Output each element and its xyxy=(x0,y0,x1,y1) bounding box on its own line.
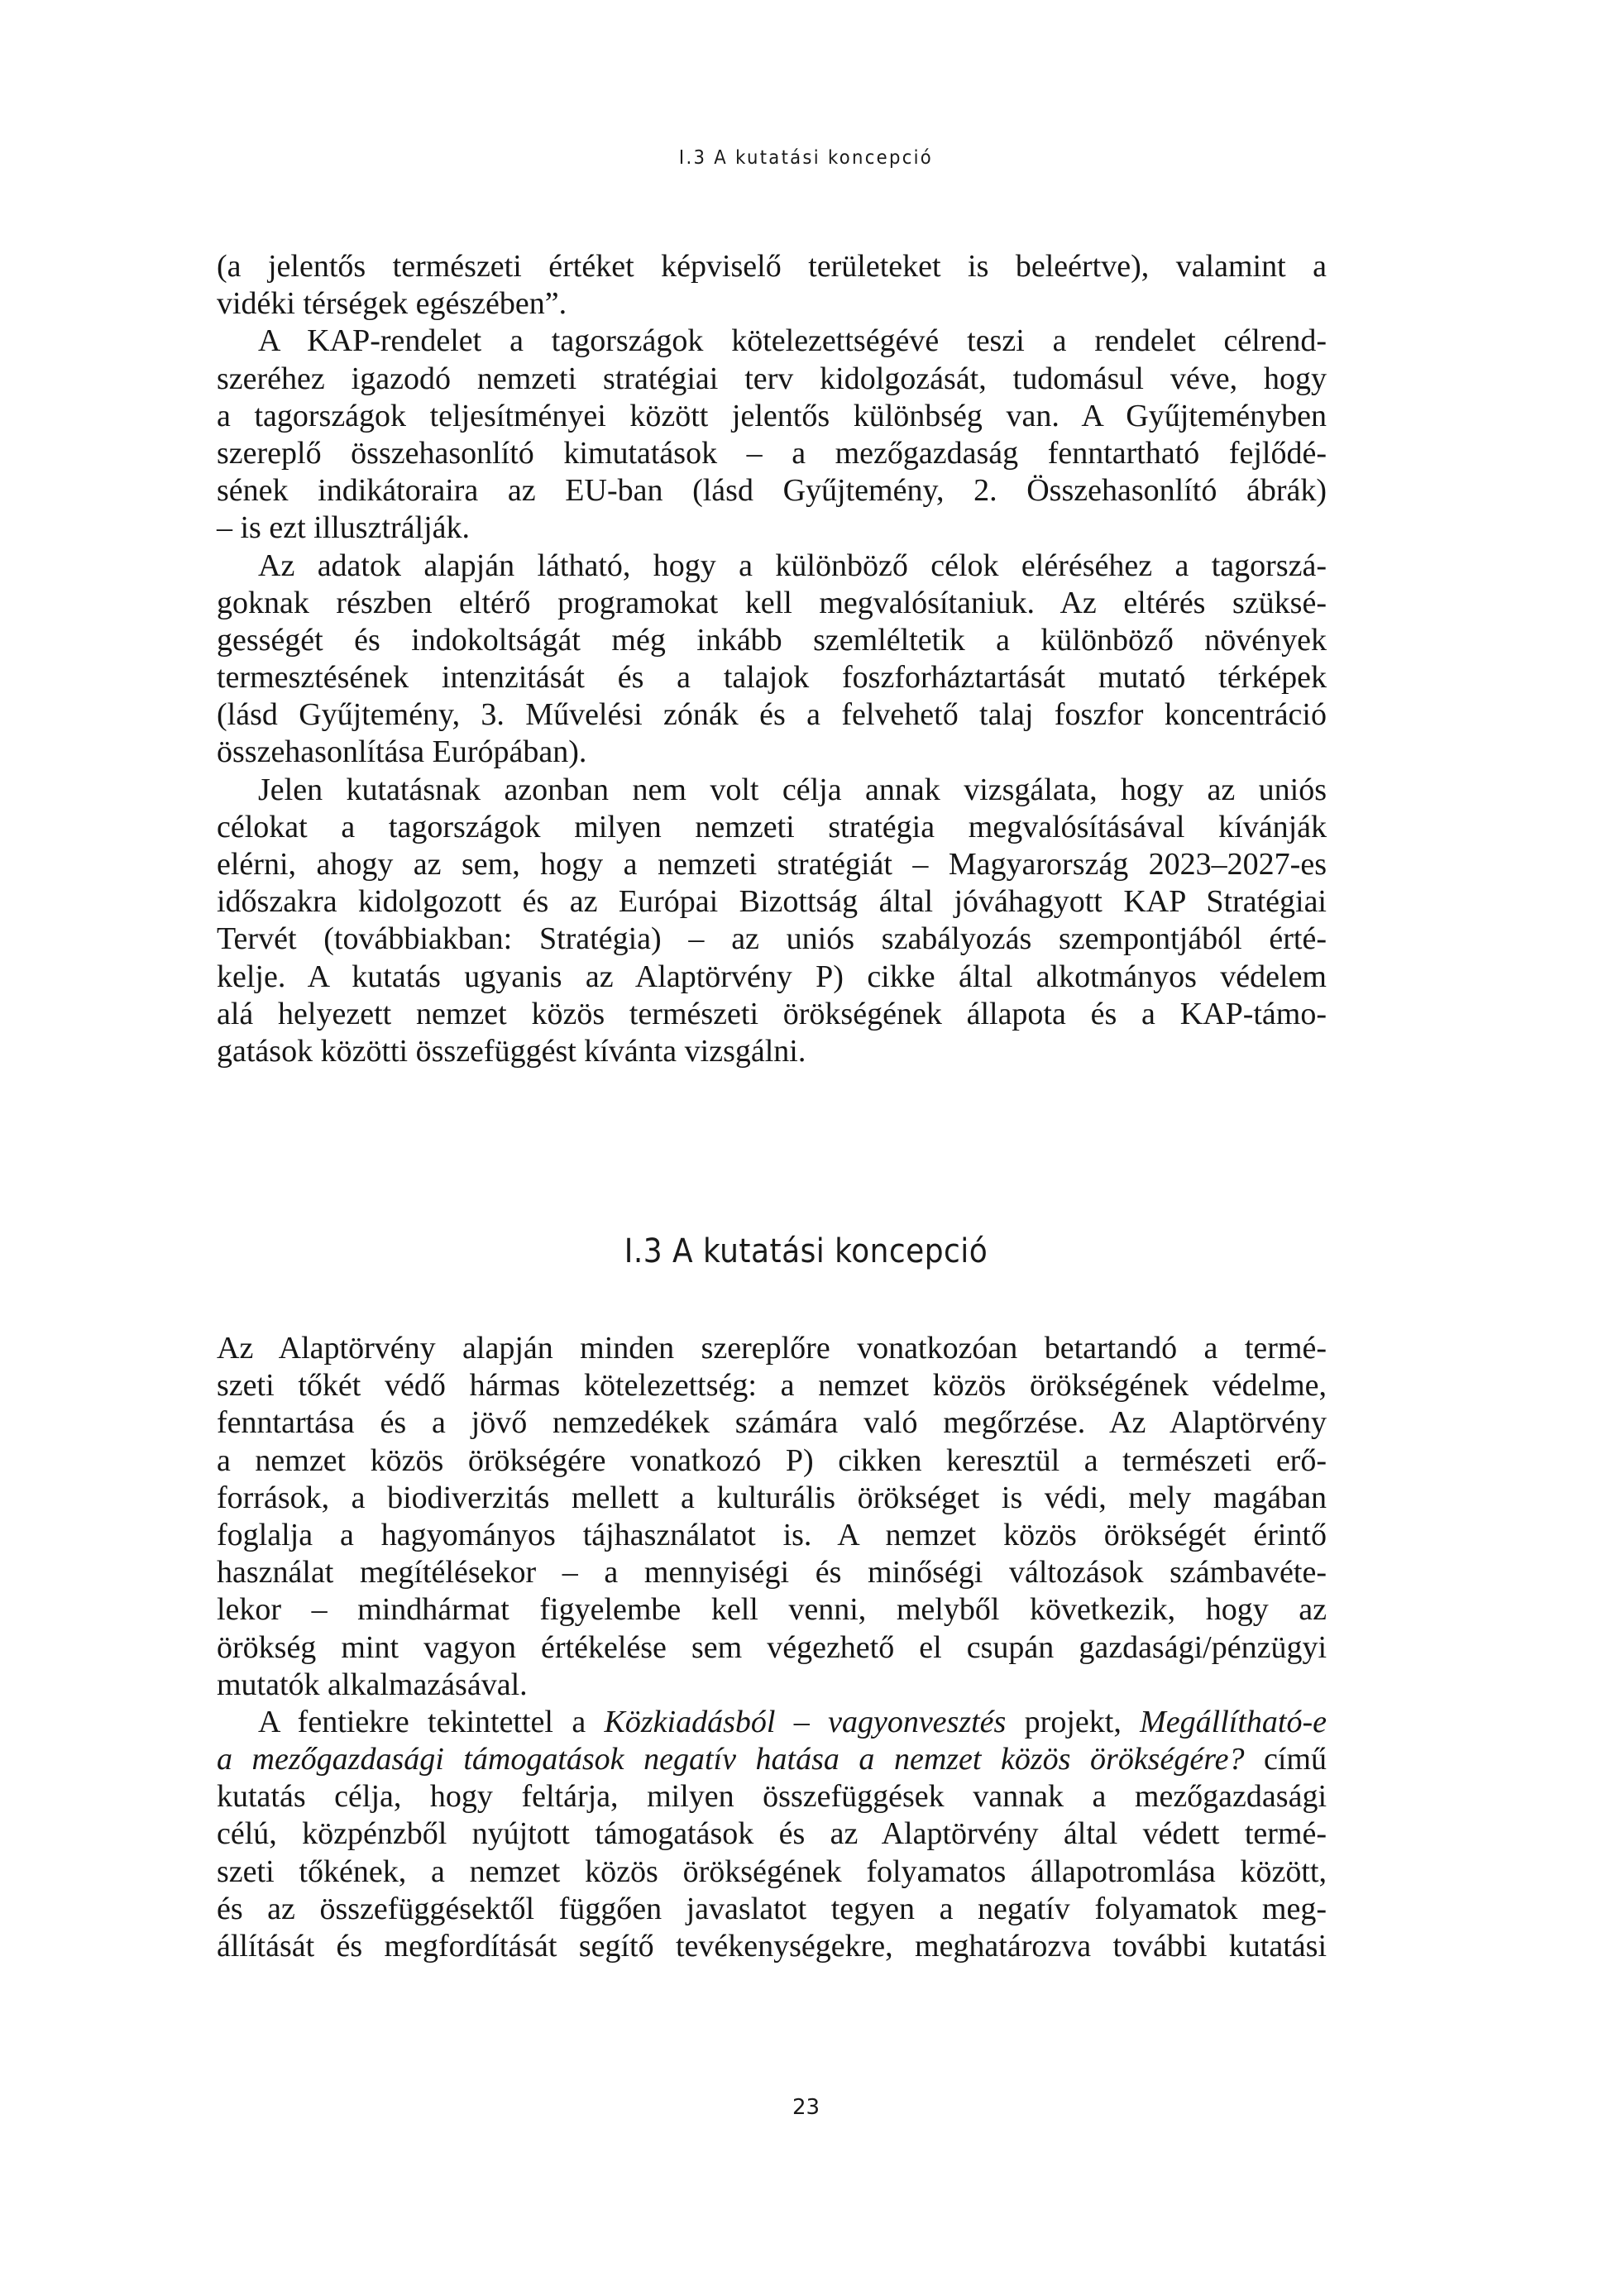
text-line: (a jelentős természeti értéket képviselő területeket is beleértve), valamint a xyxy=(217,249,1327,284)
text-line: időszakra kidolgozott és az Európai Bizottság által jóváhagyott KAP Stratégiai xyxy=(217,884,1327,920)
text-line: elérni, ahogy az sem, hogy a nemzeti stratégiát – Magyarország 2023–2027-es xyxy=(217,847,1327,882)
text-run: A fentiekre tekintettel a xyxy=(258,1704,605,1739)
text-line: vidéki térségek egészében”. xyxy=(217,286,567,322)
text-line xyxy=(217,1704,1327,1741)
text-line: gatások közötti összefüggést kívánta vizsgálni. xyxy=(217,1033,806,1069)
text-line: goknak részben eltérő programokat kell megvalósítaniuk. Az eltérés szüksé- xyxy=(217,585,1327,620)
text-line: – is ezt illusztrálják. xyxy=(217,510,471,546)
text-line: célokat a tagországok milyen nemzeti stratégia megvalósításával kívánják xyxy=(217,809,1327,844)
text-line: gességét és indokoltságát még inkább szemléltetik a különböző növények xyxy=(217,622,1327,658)
research-title-italic: a mezőgazdasági támogatások negatív hatása a nemzet közös örökségére? xyxy=(217,1742,1245,1777)
text-line: lekor – mindhármat figyelembe kell venni, melyből következik, hogy az xyxy=(217,1592,1327,1628)
text-line: állítását és megfordítását segítő tevékenységekre, meghatározva további kutatási xyxy=(217,1929,1327,1964)
text-run: projekt, xyxy=(1006,1704,1141,1739)
body-text-block-1 xyxy=(217,248,1327,1070)
running-header: I.3 A kutatási koncepció xyxy=(678,147,934,169)
text-line: használat megítélésekor – a mennyiségi és minőségi változások számbavéte- xyxy=(217,1555,1327,1590)
text-line xyxy=(217,1741,1327,1778)
text-line: Az adatok alapján látható, hogy a különböző célok eléréséhez a tagorszá- xyxy=(258,548,1327,583)
text-line: A KAP-rendelet a tagországok kötelezettségévé teszi a rendelet célrend- xyxy=(258,323,1327,359)
text-line: szereplő összehasonlító kimutatások – a mezőgazdaság fenntartható fejlődé- xyxy=(217,435,1327,471)
text-line: és az összefüggésektől függően javaslatot tegyen a negatív folyamatok meg- xyxy=(217,1891,1327,1926)
text-line: források, a biodiverzitás mellett a kulturális örökséget is védi, mely magában xyxy=(217,1480,1327,1515)
text-line: fenntartása és a jövő nemzedékek számára való megőrzése. Az Alaptörvény xyxy=(217,1405,1327,1441)
research-title-italic: Megállítható-e xyxy=(1140,1704,1327,1739)
text-line: a nemzet közös örökségére vonatkozó P) cikken keresztül a természeti erő- xyxy=(217,1442,1327,1478)
text-line: összehasonlítása Európában). xyxy=(217,734,587,770)
text-line: a tagországok teljesítményei között jelentős különbség van. A Gyűjteményben xyxy=(217,398,1327,433)
text-line: termesztésének intenzitását és a talajok foszforháztartását mutató térképek xyxy=(217,660,1327,696)
text-line: alá helyezett nemzet közös természeti örökségének állapota és a KAP-támo- xyxy=(217,996,1327,1031)
text-line: sének indikátoraira az EU-ban (lásd Gyűjtemény, 2. Összehasonlító ábrák) xyxy=(217,473,1327,509)
page-number: 23 xyxy=(792,2095,820,2120)
text-line: mutatók alkalmazásával. xyxy=(217,1667,528,1702)
text-line: szeti tőkét védő hármas kötelezettség: a nemzet közös örökségének védelme, xyxy=(217,1368,1327,1404)
text-line: (lásd Gyűjtemény, 3. Művelési zónák és a felvehető talaj foszfor koncentráció xyxy=(217,697,1327,733)
body-text-block-2 xyxy=(217,1330,1327,1965)
text-line: foglalja a hagyományos tájhasználatot is. A nemzet közös örökségét érintő xyxy=(217,1517,1327,1552)
text-line: célú, közpénzből nyújtott támogatások és az Alaptörvény által védett termé- xyxy=(217,1816,1327,1852)
text-line: szeti tőkének, a nemzet közös örökségének folyamatos állapotromlása között, xyxy=(217,1854,1327,1889)
text-line: szeréhez igazodó nemzeti stratégiai terv kidolgozását, tudomásul véve, hogy xyxy=(217,361,1327,396)
text-line: Az Alaptörvény alapján minden szereplőre vonatkozóan betartandó a termé- xyxy=(217,1331,1327,1366)
text-run: című xyxy=(1244,1742,1327,1777)
text-line: kutatás célja, hogy feltárja, milyen összefüggések vannak a mezőgazdasági xyxy=(217,1779,1327,1815)
section-heading: I.3 A kutatási koncepció xyxy=(624,1232,988,1270)
text-line: örökség mint vagyon értékelése sem végezhető el csupán gazdasági/pénzügyi xyxy=(217,1629,1327,1665)
text-line: kelje. A kutatás ugyanis az Alaptörvény P) cikke által alkotmányos védelem xyxy=(217,959,1327,994)
text-line: Jelen kutatásnak azonban nem volt célja annak vizsgálata, hogy az uniós xyxy=(258,772,1327,807)
text-line: Tervét (továbbiakban: Stratégia) – az uniós szabályozás szempontjából érté- xyxy=(217,921,1327,957)
project-title-italic: Közkiadásból – vagyonvesztés xyxy=(604,1704,1007,1739)
